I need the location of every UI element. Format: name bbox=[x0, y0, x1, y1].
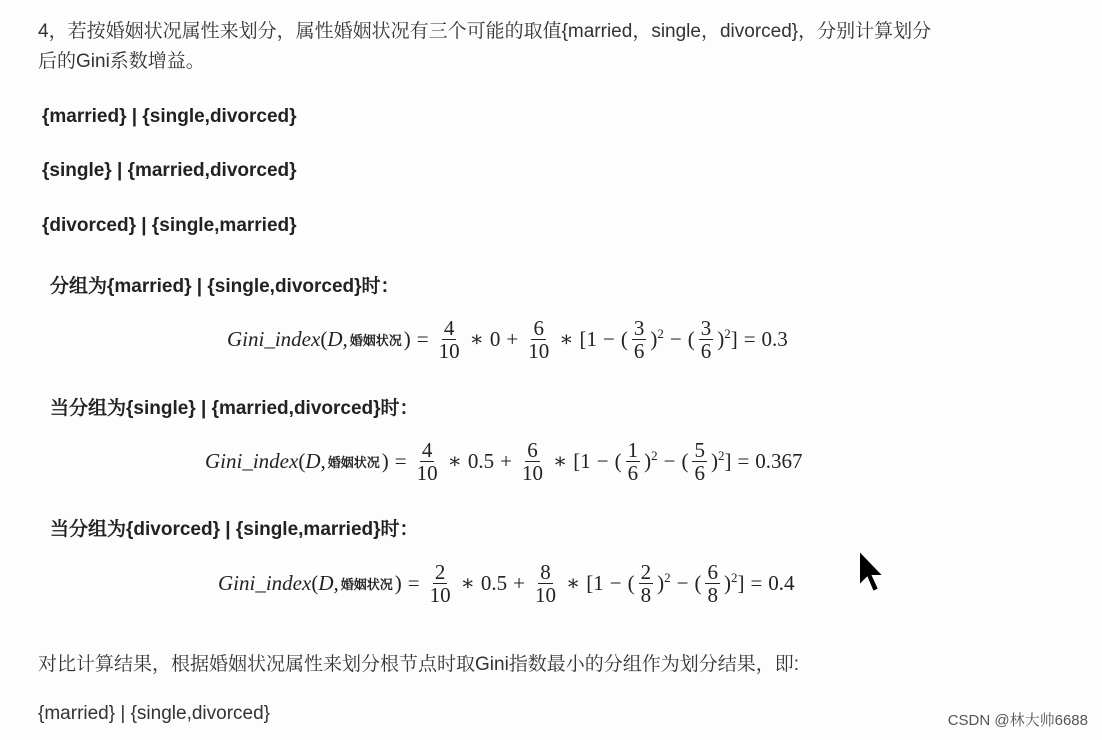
numerator: 8 bbox=[540, 560, 551, 584]
fraction bbox=[639, 561, 654, 606]
numerator: 4 bbox=[421, 438, 433, 462]
fraction bbox=[705, 561, 720, 606]
fraction bbox=[430, 561, 451, 606]
numerator: 6 bbox=[527, 438, 538, 462]
numerator: 1 bbox=[627, 438, 639, 462]
dataset-symbol: D, bbox=[318, 571, 339, 596]
gini-formula: Gini_index ( D, 婚姻状况 ) = $\frac{4}{10}$ ∗ 0 + $\frac{6}{10}$ ∗ [1 − ( $\frac{3}{6}$ ) $^2$ − ( $\frac{3}{6}$ ) $^2$ ] = 0.3 bbox=[227, 316, 788, 364]
fraction bbox=[699, 317, 714, 362]
fraction bbox=[417, 439, 438, 484]
fraction bbox=[528, 317, 549, 362]
intro-line-1: 4，若按婚姻状况属性来划分，属性婚姻状况有三个可能的取值{married，single，divorced}，分别计算划分 bbox=[38, 21, 932, 42]
denominator: 10 bbox=[416, 461, 438, 486]
denominator: 10 bbox=[438, 339, 460, 364]
denominator: 6 bbox=[627, 461, 639, 486]
attribute-name: 婚姻状况 bbox=[327, 456, 380, 472]
denominator: 6 bbox=[700, 339, 712, 364]
case-heading: 当分组为{divorced} | {single,married}时： bbox=[50, 519, 419, 540]
function-name: Gini_index bbox=[205, 449, 299, 474]
formula-result: 0.3 bbox=[761, 327, 788, 352]
value: 0 bbox=[489, 327, 501, 352]
numerator: 2 bbox=[434, 560, 446, 584]
numerator: 6 bbox=[533, 316, 544, 340]
fraction bbox=[692, 439, 707, 484]
split-option-1: {married} | {single,divorced} bbox=[42, 106, 297, 127]
gini-formula: Gini_index ( D, 婚姻状况 ) = $\frac{2}{10}$ ∗ 0.5 + $\frac{8}{10}$ ∗ [1 − ( $\frac{2}{8}$ ) $^2$ − ( $\frac{6}{8}$ ) $^2$ ] = 0.4 bbox=[218, 560, 795, 608]
fraction bbox=[439, 317, 460, 362]
value: 0.5 bbox=[467, 449, 495, 474]
denominator: 10 bbox=[521, 461, 543, 486]
numerator: 5 bbox=[694, 438, 705, 462]
mouse-cursor-icon bbox=[856, 548, 890, 596]
gini-formula: Gini_index ( D, 婚姻状况 ) = $\frac{4}{10}$ ∗ 0.5 + $\frac{6}{10}$ ∗ [1 − ( $\frac{1}{6}$ ) $^2$ − ( $\frac{5}{6}$ ) $^2$ ] = 0.367 bbox=[205, 438, 803, 486]
denominator: 8 bbox=[640, 583, 652, 608]
attribute-name: 婚姻状况 bbox=[349, 334, 402, 350]
intro-line-2: 后的Gini系数增益。 bbox=[38, 51, 205, 72]
fraction bbox=[535, 561, 556, 606]
numerator: 3 bbox=[700, 316, 712, 340]
formula-result: 0.367 bbox=[755, 449, 803, 474]
numerator: 3 bbox=[633, 316, 645, 340]
numerator: 6 bbox=[707, 560, 718, 584]
attribute-name: 婚姻状况 bbox=[340, 578, 393, 594]
dataset-symbol: D, bbox=[327, 327, 348, 352]
case-heading: 当分组为{single} | {married,divorced}时： bbox=[50, 398, 419, 419]
denominator: 10 bbox=[528, 339, 550, 364]
case-heading: 分组为{married} | {single,divorced}时： bbox=[50, 276, 400, 297]
denominator: 10 bbox=[429, 583, 451, 608]
dataset-symbol: D, bbox=[305, 449, 326, 474]
numerator: 2 bbox=[640, 560, 652, 584]
value: 0.5 bbox=[480, 571, 508, 596]
denominator: 8 bbox=[707, 583, 718, 608]
fraction bbox=[626, 439, 641, 484]
split-option-2: {single} | {married,divorced} bbox=[42, 160, 297, 181]
function-name: Gini_index bbox=[218, 571, 312, 596]
denominator: 6 bbox=[633, 339, 645, 364]
denominator: 10 bbox=[534, 583, 556, 608]
conclusion-result: {married} | {single,divorced} bbox=[38, 703, 271, 724]
function-name: Gini_index bbox=[227, 327, 321, 352]
formula-result: 0.4 bbox=[768, 571, 795, 596]
numerator: 4 bbox=[443, 316, 455, 340]
watermark: CSDN @林大帅6688 bbox=[947, 712, 1088, 729]
split-option-3: {divorced} | {single,married} bbox=[42, 215, 297, 236]
conclusion-text: 对比计算结果，根据婚姻状况属性来划分根节点时取Gini指数最小的分组作为划分结果，即: bbox=[38, 654, 800, 675]
denominator: 6 bbox=[694, 461, 705, 486]
fraction bbox=[522, 439, 543, 484]
fraction bbox=[632, 317, 647, 362]
